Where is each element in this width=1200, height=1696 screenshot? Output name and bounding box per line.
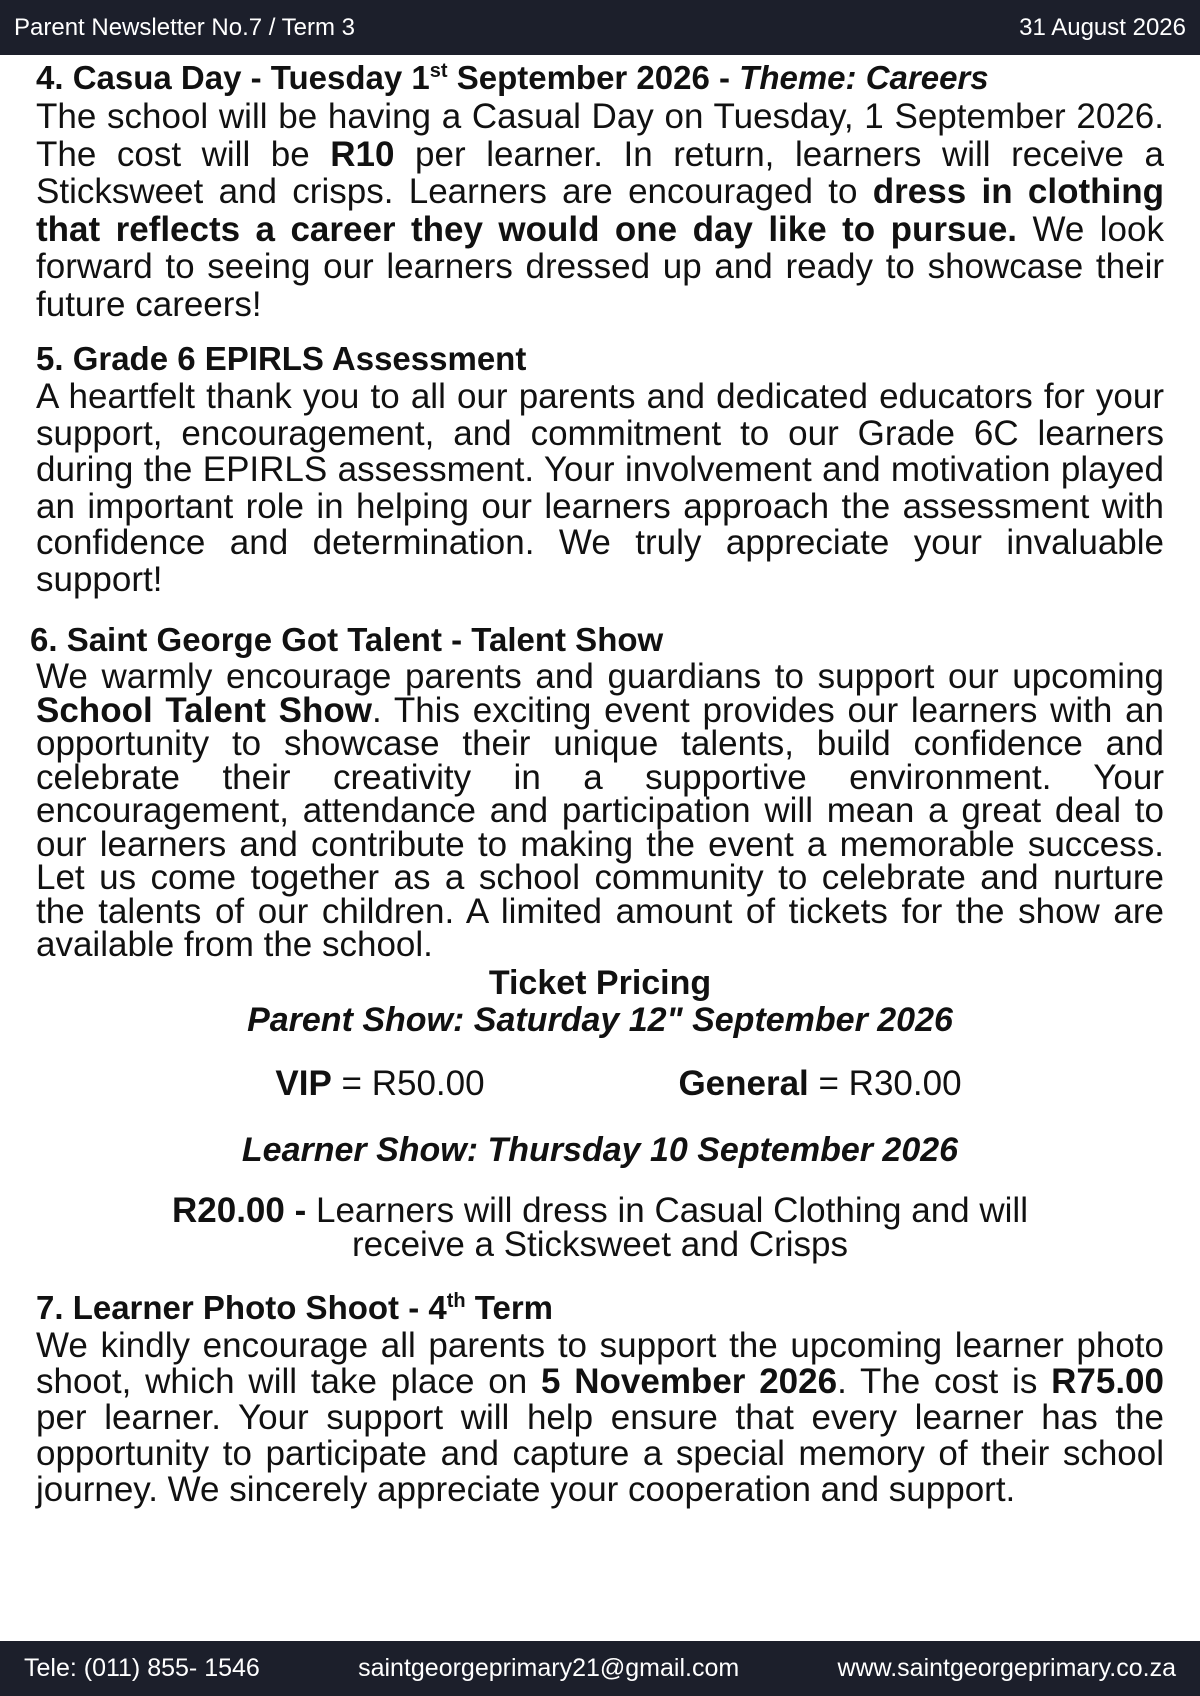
parent-show-date: Parent Show: Saturday 12" September 2026 (247, 1000, 953, 1039)
section-title: 5. Grade 6 EPIRLS Assessment (36, 340, 527, 377)
footer-bar (0, 1641, 1200, 1696)
newsletter-content (30, 58, 1165, 1509)
date-highlight: 5 November 2026 (540, 1361, 838, 1401)
phone-number: Tele: (011) 855- 1546 (24, 1654, 260, 1682)
section-body: We kindly encourage all parents to support the upcoming learner photo shoot, which will take place on 5 November 2026. The cost is R75.00 per learner. Your support will help ensure that every learner has the opportunity to participate and capture a special memory of their school journey. We sincerely appreciate your cooperation and support. (36, 1325, 1164, 1509)
section-title: 6. Saint George Got Talent - Talent Show (30, 621, 664, 658)
section-talent-show (30, 620, 1165, 1264)
cost-highlight: R10 (330, 134, 395, 174)
general-price: General = R30.00 (678, 1063, 962, 1103)
learner-show-date: Learner Show: Thursday 10 September 2026 (241, 1130, 959, 1169)
section-title: 4. Casua Day - Tuesday 1st September 2026 - Theme: Careers (36, 59, 989, 96)
section-body: A heartfelt thank you to all our parents and dedicated educators for your support, encouragement, and commitment to our Grade 6C learners during the EPIRLS assessment. Your involvement and motivation played an important role in helping our learners approach the assessment with confidence and determination. We truly appreciate your invaluable support! (36, 377, 1164, 599)
section-casual-day (36, 58, 1164, 323)
newsletter-date: 31 August 2026 (1019, 13, 1186, 41)
newsletter-issue: Parent Newsletter No.7 / Term 3 (14, 13, 356, 41)
learner-show-price: R20.00 - Learners will dress in Casual Clothing and will receive a Sticksweet and Crisps (172, 1190, 1028, 1264)
parent-show-prices (36, 1064, 1164, 1104)
talent-show-highlight: School Talent Show (36, 690, 372, 730)
section-title: 7. Learner Photo Shoot - 4th Term (36, 1288, 554, 1326)
header-bar (0, 0, 1200, 55)
section-body: The school will be having a Casual Day on Tuesday, 1 September 2026. The cost will be R10 per learner. In return, learners will receive a Sticksweet and crisps. Learners are encouraged to dress in clothing that reflects a career they would one day like to pursue. We look forward to seeing our learners dressed up and ready to showcase their future careers! (36, 97, 1164, 324)
section-body: We warmly encourage parents and guardians to support our upcoming School Talent Show. This exciting event provides our learners with an opportunity to showcase their unique talents, build confidence and celebrate their creativity in a supportive environment. Your encouragement, attendance and participation will mean a great deal to our learners and contribute to making the event a memorable success. Let us come together as a school community to celebrate and nurture the talents of our children. A limited amount of tickets for the show are available from the school. (36, 657, 1165, 964)
pricing-title: Ticket Pricing (488, 963, 712, 1002)
website-link[interactable]: www.saintgeorgeprimary.co.za (837, 1654, 1176, 1682)
email-address[interactable]: saintgeorgeprimary21@gmail.com (358, 1654, 740, 1682)
dress-highlight: dress in clothing that reflects a career they would one day like to pursue. (36, 172, 1164, 249)
section-epirls (36, 339, 1164, 598)
section-photo-shoot (36, 1288, 1164, 1508)
vip-price: VIP = R50.00 (275, 1063, 485, 1103)
cost-highlight: R75.00 (1051, 1361, 1164, 1401)
ticket-pricing (36, 963, 1164, 1264)
